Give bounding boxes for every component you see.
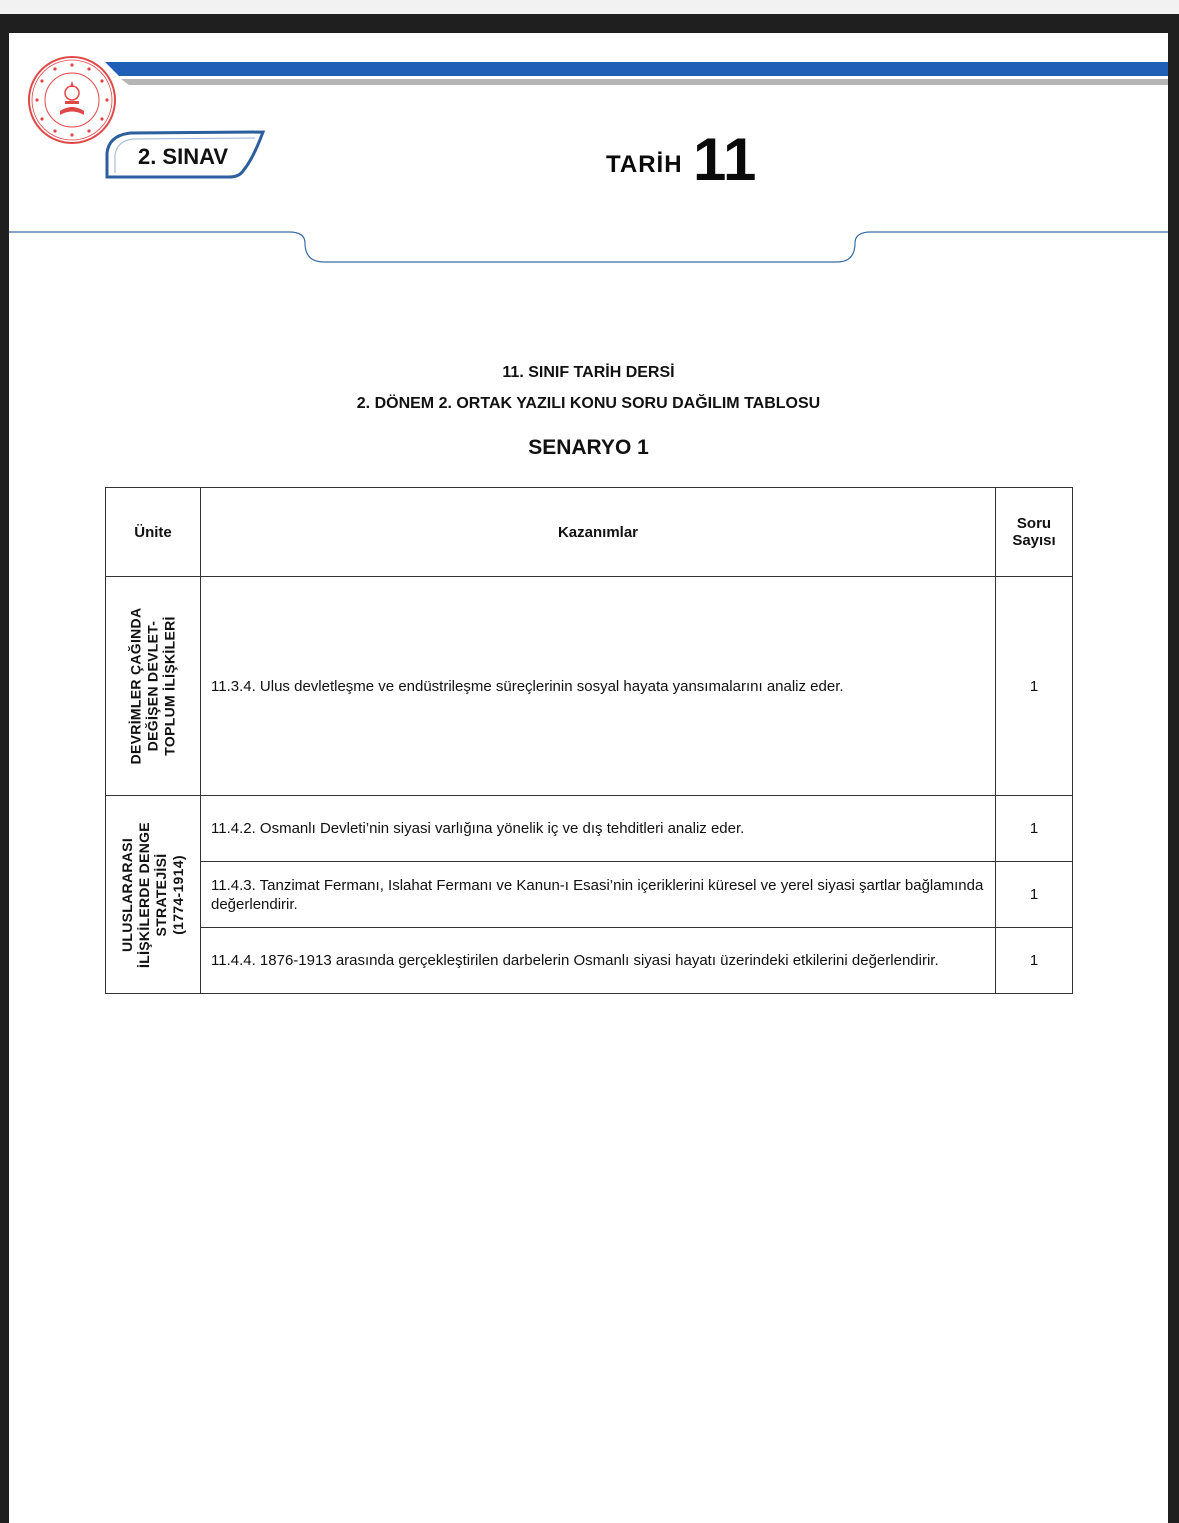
header-question-count: [996, 488, 1073, 577]
header-divider-bracket: [9, 229, 1168, 265]
scenario-title: SENARYO 1: [528, 436, 649, 459]
unit-2-line-4: (1774-1914): [170, 854, 186, 935]
outcome-cell: 11.4.3. Tanzimat Fermanı, Islahat Fermanı ve Kanun-ı Esasi’nin içeriklerini küresel ve yerel siyasi şartlar bağlamında değerlendirir.: [201, 862, 996, 928]
header-outcomes: Kazanımlar: [201, 488, 996, 577]
unit-1-line-1: DEVRİMLER ÇAĞINDA: [127, 607, 144, 765]
unit-1-line-3: TOPLUM İLİŞKİLERİ: [161, 616, 178, 756]
count-cell: 1: [996, 577, 1073, 796]
header-count-line2: Sayısı: [1012, 532, 1056, 549]
unit-cell-1: [106, 577, 201, 796]
table-row: [106, 577, 1073, 796]
document-subtitle: 2. DÖNEM 2. ORTAK YAZILI KONU SORU DAĞILIM TABLOSU: [356, 395, 821, 412]
table-header-row: [106, 488, 1073, 577]
unit-cell-2: [106, 796, 201, 994]
count-cell: 1: [996, 862, 1073, 928]
unit-1-line-2: DEĞİŞEN DEVLET-: [144, 620, 161, 752]
unit-2-line-2: İLİŞKİLERDE DENGE: [136, 821, 152, 968]
subject-name: TARİH: [606, 151, 683, 178]
subject-grade: 11: [693, 126, 757, 193]
exam-label: 2. SINAV: [137, 144, 229, 169]
unit-name-1: [128, 608, 179, 765]
header-unit: Ünite: [106, 488, 201, 577]
subject-heading: [606, 125, 756, 194]
document-title: 11. SINIF TARİH DERSİ: [502, 364, 675, 381]
outcome-cell: 11.4.4. 1876-1913 arasında gerçekleştirilen darbelerin Osmanlı siyasi hayatı üzerindeki etkilerini değerlendirir.: [201, 928, 996, 994]
outcome-cell: 11.3.4. Ulus devletleşme ve endüstrileşme süreçlerinin sosyal hayata yansımalarını analiz eder.: [201, 577, 996, 796]
unit-2-line-1: ULUSLARARASI: [119, 837, 135, 952]
question-distribution-table: [105, 487, 1073, 994]
header-stripes: [105, 59, 1168, 87]
count-cell: 1: [996, 928, 1073, 994]
outcome-cell: 11.4.2. Osmanlı Devleti’nin siyasi varlığına yönelik iç ve dış tehditleri analiz eder.: [201, 796, 996, 862]
unit-name-2: [119, 822, 187, 968]
unit-2-line-3: STRATEJİSİ: [153, 853, 169, 936]
table-row: [106, 862, 1073, 928]
table-row: [106, 928, 1073, 994]
browser-top-strip: [0, 0, 1179, 14]
document-page: [9, 33, 1168, 1523]
count-cell: 1: [996, 796, 1073, 862]
header-count-line1: Soru: [1016, 515, 1052, 532]
table-row: [106, 796, 1073, 862]
